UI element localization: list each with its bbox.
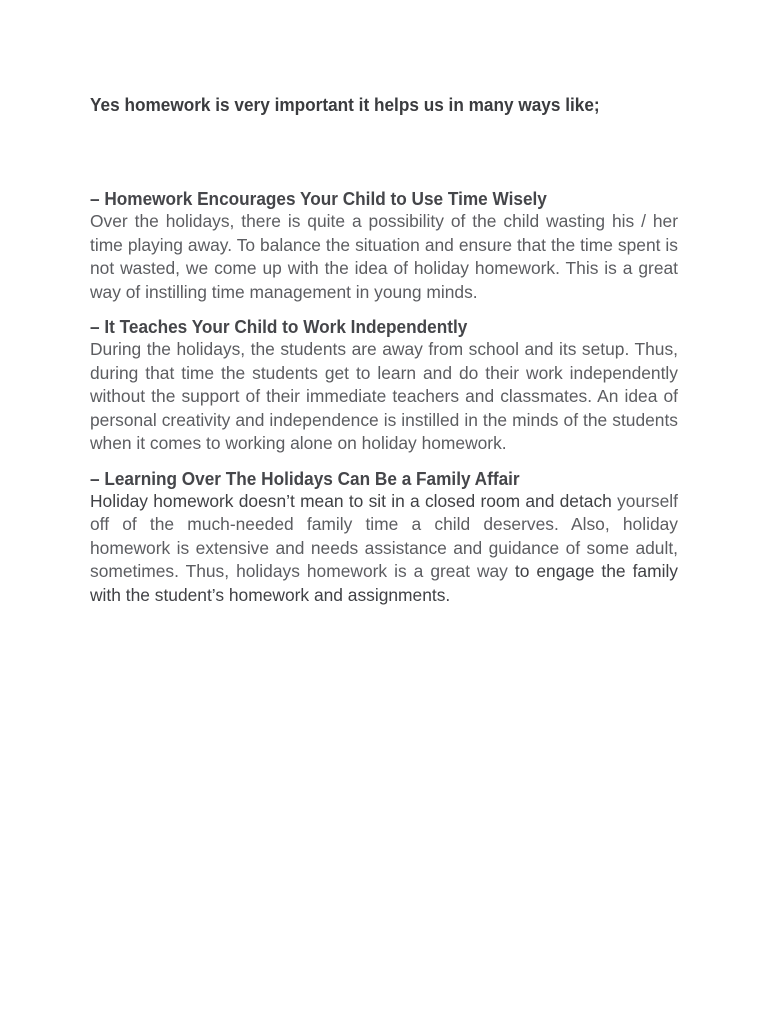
section-body-tail: to engage the family with the student’s homework and assignments. (90, 561, 679, 605)
document-content (90, 93, 678, 607)
section-title: – It Teaches Your Child to Work Independently (90, 316, 468, 337)
section-family-affair (90, 467, 678, 608)
section-body-main: yourself off of the much-needed family time a child deserves. Also, holiday homework is extensive and needs assistance and guidance of some adult, sometimes. Thus, holidays homework is a great way (90, 490, 678, 581)
intro-heading: Yes homework is very important it helps us in many ways like; (90, 94, 600, 115)
section-time-wisely (90, 187, 678, 304)
section-body (90, 490, 678, 608)
section-title: – Homework Encourages Your Child to Use Time Wisely (90, 188, 547, 209)
section-body: Over the holidays, there is quite a possibility of the child wasting his / her time playing away. To balance the situation and ensure that the time spent is not wasted, we come up with the idea of holiday homework. This is a great way of instilling time management in young minds. (90, 211, 678, 302)
section-work-independently (90, 315, 678, 456)
section-title: – Learning Over The Holidays Can Be a Family Affair (90, 467, 520, 489)
section-body-lead: Holiday homework doesn’t mean to sit in a closed room and detach (90, 490, 612, 511)
section-body: During the holidays, the students are away from school and its setup. Thus, during that time the students get to learn and do their work independently without the support of their immediate teachers and classmates. An idea of personal creativity and independence is instilled in the minds of the students when it comes to working alone on holiday homework. (90, 339, 678, 453)
